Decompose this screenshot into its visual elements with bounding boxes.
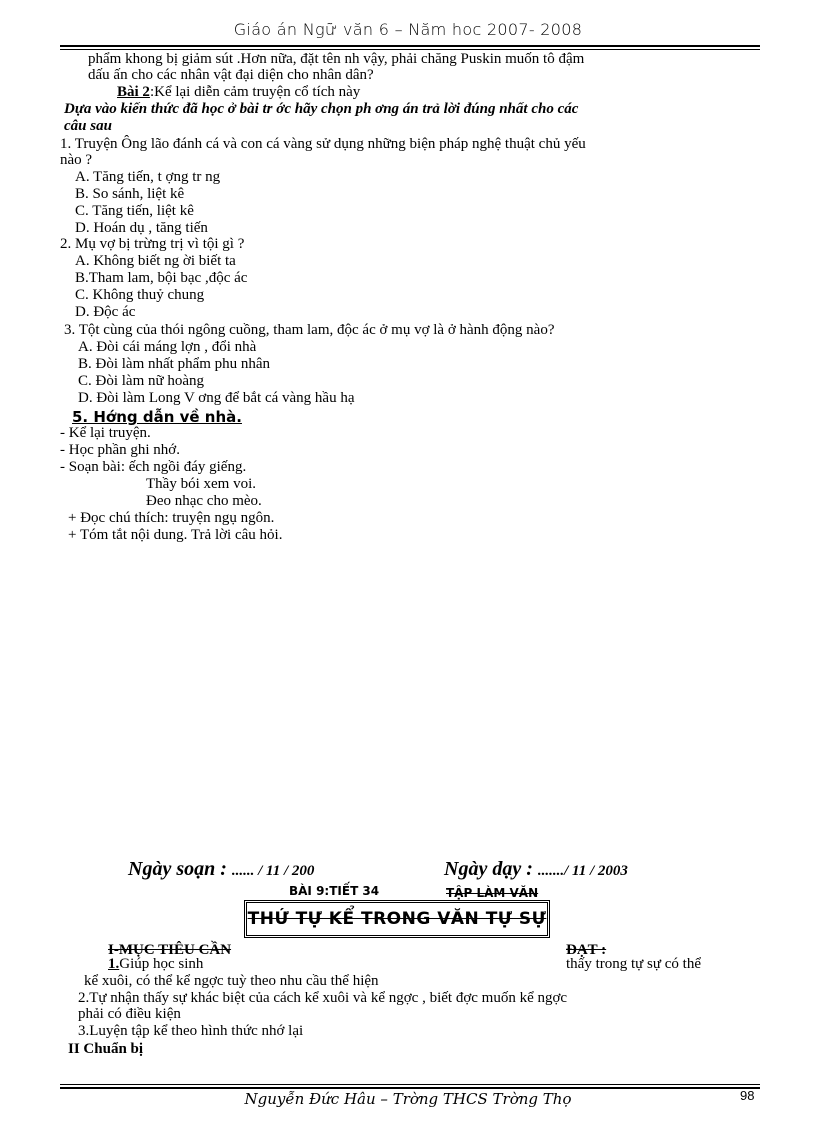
- teach-date-label: Ngày dạy :: [444, 858, 533, 880]
- prep-date: [128, 858, 314, 881]
- header-rule-thin: [60, 49, 760, 50]
- objective-2: 2.Tự nhận thấy sự khác biệt của cách kể xuôi và kể ngợc , biết đợc muốn kể ngợc: [78, 990, 568, 1006]
- footer-rule-thin: [60, 1084, 760, 1085]
- header-rule-thick: [60, 45, 760, 47]
- option: B. So sánh, liệt kê: [75, 186, 185, 202]
- section-5-heading: 5. Hớng dẫn về nhà.: [72, 408, 242, 426]
- objective-1: [108, 956, 203, 973]
- homework-item: Đeo nhạc cho mèo.: [146, 493, 262, 509]
- page-number: 98: [740, 1088, 755, 1103]
- objectives-heading: I-MỤC TIÊU CẦN: [108, 942, 232, 958]
- option: B. Đòi làm nhất phẩm phu nhân: [78, 356, 271, 372]
- teach-date: [444, 858, 628, 881]
- option: C. Không thuỷ chung: [75, 287, 205, 303]
- lesson-number: BÀI 9:TIẾT 34: [289, 884, 380, 898]
- body-line: dấu ấn cho các nhân vật đại diện cho nhân dân?: [88, 67, 374, 83]
- footer-rule-thick: [60, 1087, 760, 1089]
- homework-item: + Tóm tắt nội dung. Trả lời câu hỏi.: [68, 527, 283, 543]
- exercise-2-label: Bài 2: [117, 84, 150, 100]
- instruction-line: câu sau: [64, 118, 112, 134]
- option: A. Đòi cái máng lợn , đổi nhà: [78, 339, 257, 355]
- exercise-2: [117, 84, 360, 101]
- option: D. Hoán dụ , tăng tiến: [75, 220, 208, 236]
- objective-3: 3.Luyện tập kể theo hình thức nhớ lại: [78, 1023, 304, 1039]
- instruction-line: Dựa vào kiến thức đã học ở bài tr ớc hãy chọn ph ơng án trả lời đúng nhất cho các: [64, 101, 579, 117]
- homework-item: - Soạn bài: ếch ngồi đáy giếng.: [60, 459, 247, 475]
- option: C. Tăng tiến, liệt kê: [75, 203, 194, 219]
- option: C. Đòi làm nữ hoàng: [78, 373, 205, 389]
- option: B.Tham lam, bội bạc ,độc ác: [75, 270, 248, 286]
- prep-date-label: Ngày soạn :: [128, 858, 227, 880]
- option: D. Độc ác: [75, 304, 136, 320]
- question-1: 1. Truyện Ông lão đánh cá và con cá vàng sử dụng những biện pháp nghệ thuật chủ yếu: [60, 136, 586, 152]
- objective-1-cont: kể xuôi, có thể kể ngợc tuỳ theo nhu cầu thể hiện: [84, 973, 379, 989]
- lesson-title-box: [244, 900, 550, 938]
- objective-1-right: thấy trong tự sự có thể: [566, 956, 701, 972]
- objective-1-text: Giúp học sinh: [119, 956, 204, 972]
- preparation-heading: II Chuẩn bị: [68, 1041, 144, 1057]
- subject-label: TẬP LÀM VĂN: [446, 886, 539, 900]
- lesson-title: THỨ TỰ KỂ TRONG VĂN TỰ SỰ: [247, 909, 547, 929]
- body-line: phẩm khong bị giảm sút .Hơn nữa, đặt tên nh vậy, phải chăng Puskin muốn tô đậm: [88, 51, 585, 67]
- question-2: 2. Mụ vợ bị trừng trị vì tội gì ?: [60, 236, 245, 252]
- question-3: 3. Tột cùng của thói ngông cuồng, tham lam, độc ác ở mụ vợ là ở hành động nào?: [64, 322, 555, 338]
- question-1-cont: nào ?: [60, 152, 93, 168]
- option: A. Không biết ng ời biết ta: [75, 253, 236, 269]
- homework-item: Thầy bói xem voi.: [146, 476, 256, 492]
- objective-2-cont: phải có điều kiện: [78, 1006, 181, 1022]
- option: A. Tăng tiến, t ợng tr ng: [75, 169, 221, 185]
- prep-date-value: ...... / 11 / 200: [231, 863, 315, 879]
- objective-1-number: 1.: [108, 956, 120, 972]
- page-header: Giáo án Ngữ văn 6 – Năm hoc 2007- 2008: [233, 20, 583, 39]
- homework-item: + Đọc chú thích: truyện ngụ ngôn.: [68, 510, 275, 526]
- teach-date-value: ......./ 11 / 2003: [537, 863, 628, 879]
- option: D. Đòi làm Long V ơng để bắt cá vàng hầu hạ: [78, 390, 355, 406]
- footer-author: Nguyễn Đức Hâu – Trờng THCS Trờng Thọ: [244, 1090, 572, 1108]
- exercise-2-text: :Kể lại diễn cảm truyện cổ tích này: [149, 84, 361, 100]
- homework-item: - Kể lại truyện.: [60, 425, 151, 441]
- objectives-heading-end: ĐẠT :: [566, 942, 607, 958]
- homework-item: - Học phần ghi nhớ.: [60, 442, 180, 458]
